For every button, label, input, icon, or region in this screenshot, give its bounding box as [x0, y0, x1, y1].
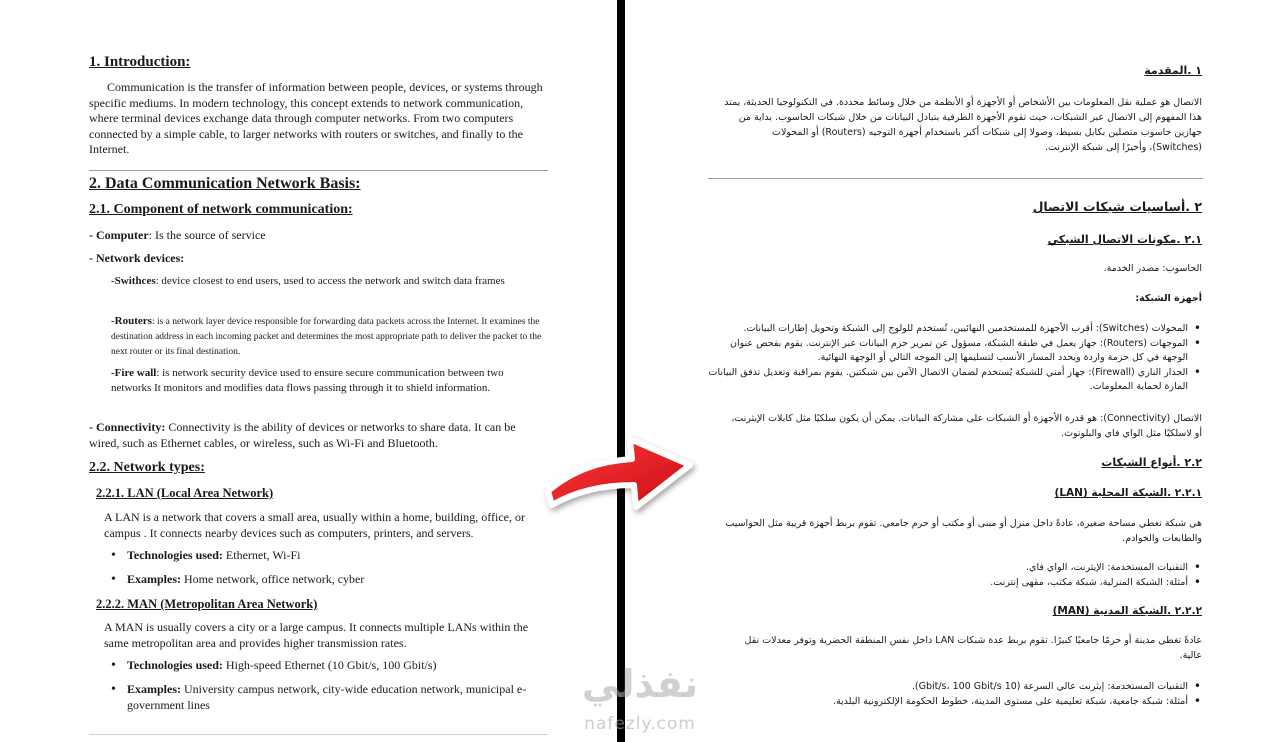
ar-man-paragraph: عادةً تغطي مدينة أو حرمًا جامعيًا كبيرًا. تقوم بربط عدة شبكات LAN داخل نفس المنطقة الحضرية وتوفر معدلات نقل عالية.: [744, 635, 1202, 661]
ar-basis-heading: ٢ .أساسيات شبكات الاتصال: [1032, 199, 1202, 214]
ar-routers-item: الموجهات (Routers): جهاز يعمل في طبقة الشبكة، مسؤول عن تمرير حزم البيانات عبر الإنترنت. يقوم بفحص عنوان الوجهة في كل حزمة واردة ويحدد المسار الأنسب لتسليمها إلى الموجه التالي أو الوجهة النهائية. •: [708, 337, 1188, 364]
switches-text: : device closest to end users, used to access the network and switch data frames: [155, 275, 505, 287]
routers-item: [111, 314, 547, 360]
ar-lan-examples-item: أمثلة: الشبكة المنزلية، شبكة مكتب، مقهى إنترنت. •: [990, 576, 1188, 590]
ar-man-examples-item: أمثلة: شبكة جامعية، شبكة تعليمية على مستوى المدينة، خطوط الحكومة الإلكترونية البلدية. •: [708, 695, 1188, 709]
intro-paragraph: Communication is the transfer of information between people, devices, or systems through specific mediums. In modern technology, this concept extends to network communication, where terminal devices exchange data through computer networks. From two computers connected by a simple cable, to larger networks with routers or switches, and finally to the Internet.: [89, 80, 543, 156]
connectivity-item: [89, 420, 539, 451]
ar-firewall-item: الجدار الناري (Firewall): جهاز أمني للشبكة يُستخدم لضمان الاتصال الآمن بين شبكتين. يقوم بمراقبة وتعديل تدفق البيانات المارة لحماية المعلومات. •: [708, 366, 1188, 393]
ar-man-heading: ٢.٢.٢ .الشبكة المدنية (MAN): [1052, 605, 1202, 617]
page-bottom-divider: [89, 734, 548, 735]
page-divider: [617, 0, 625, 742]
ar-network-types-heading: ٢.٢ .أنواع الشبكات: [1101, 456, 1202, 469]
red-arrow-icon: [540, 395, 700, 525]
basis-heading: 2. Data Communication Network Basis:: [89, 175, 361, 192]
lan-ex-text: Home network, office network, cyber: [181, 572, 365, 586]
ar-man-technologies-item: التقنيات المستخدمة: إيثرنت عالي السرعة (10 Gbit/s، 100 Gbit/s). •: [708, 680, 1188, 694]
firewall-term: -Fire wall: [111, 367, 157, 379]
components-heading: 2.1. Component of network communication:: [89, 202, 353, 217]
lan-ex-term: Examples:: [127, 572, 181, 586]
ar-components-heading: ٢.١ .مكونات الاتصال الشبكي: [1047, 233, 1202, 246]
man-examples-item: [127, 682, 547, 713]
man-ex-text: University campus network, city-wide education network, municipal e-government lines: [127, 682, 527, 712]
lan-examples-item: [127, 572, 364, 588]
ar-lan-technologies-item: التقنيات المستخدمة: الإيثرنت، الواي فاي. •: [1026, 561, 1188, 575]
ar-lan-heading: ٢.٢.١ .الشبكة المحلية (LAN): [1054, 487, 1202, 499]
network-types-heading: 2.2. Network types:: [89, 460, 205, 475]
watermark-arabic: نفذلي: [581, 662, 699, 706]
ar-devices-item: أجهزة الشبكة:: [1135, 293, 1202, 304]
routers-text: : is a network layer device responsible for forwarding data packets across the Internet. It examines the destination address in each incoming packet and determines the most appropriate path to deliver the packet to the next router or its final destination.: [111, 317, 542, 357]
computer-term: - Computer: [89, 228, 149, 242]
intro-heading: 1. Introduction:: [89, 54, 191, 70]
computer-item: [89, 228, 266, 244]
english-document-page: [0, 0, 617, 742]
routers-term: -Routers: [111, 315, 152, 327]
man-technologies-item: [127, 658, 437, 674]
ar-lan-paragraph: هي شبكة تغطي مساحة صغيرة، عادةً داخل منزل أو مبنى أو مكتب أو حرم جامعي. تقوم بربط أجهزة قريبة مثل الحواسيب والطابعات والخوادم.: [725, 518, 1202, 544]
man-heading: 2.2.2. MAN (Metropolitan Area Network): [96, 597, 318, 611]
connectivity-term: - Connectivity:: [89, 420, 166, 434]
watermark-url: nafezly.com: [584, 714, 696, 734]
lan-paragraph: A LAN is a network that covers a small area, usually within a home, building, office, or campus . It connects nearby devices such as computers, printers, and servers.: [104, 510, 526, 540]
switches-term: -Swithces: [111, 275, 156, 287]
man-paragraph: A MAN is usually covers a city or a large campus. It connects multiple LANs within the same metropolitan area and provides higher transmission rates.: [104, 620, 529, 650]
ar-connectivity-item: الاتصال (Connectivity): هو قدرة الأجهزة أو الشبكات على مشاركة البيانات. يمكن أن يكون سلكيًا مثل كابلات الإيثرنت، أو لاسلكيًا مثل الواي فاي والبلوتوث.: [731, 413, 1202, 439]
lan-tech-term: Technologies used:: [127, 548, 223, 562]
computer-text: : Is the source of service: [148, 228, 266, 242]
man-tech-term: Technologies used:: [127, 658, 223, 672]
ar-switches-item: المحولات (Switches): أقرب الأجهزة للمستخدمين النهائيين، تُستخدم للولوج إلى الشبكة وتحويل إطارات البيانات. •: [708, 322, 1188, 336]
lan-tech-text: Ethernet, Wi-Fi: [222, 548, 301, 562]
man-ex-term: Examples:: [127, 682, 181, 696]
ar-intro-heading: ١ .المقدمة: [1144, 64, 1202, 77]
ar-intro-paragraph: الاتصال هو عملية نقل المعلومات بين الأشخاص أو الأجهزة أو الأنظمة من خلال وسائط محددة. في التكنولوجيا الحديثة، يمتد هذا المفهوم إلى الاتصال عبر الشبكات، حيث تقوم الأجهزة الطرفية بتبادل البيانات من خلال شبكات الحاسوب. بداية من جهازين حاسوب متصلين بكابل بسيط، وصولا إلى شبكات أكبر باستخدام أجهزة التوجيه (Routers) أو المحولات (Switches)، وأخيرًا إلى شبكة الإنترنت.: [724, 97, 1202, 153]
section-divider: [89, 170, 548, 171]
devices-item: - Network devices:: [89, 251, 185, 265]
ar-computer-item: الحاسوب: مصدر الخدمة.: [1103, 263, 1202, 274]
arabic-document-page: [625, 0, 1280, 742]
connectivity-text: Connectivity is the ability of devices or networks to share data. It can be wired, such as Ethernet cables, or wireless, such as Wi-Fi and Bluetooth.: [89, 420, 516, 450]
lan-technologies-item: [127, 548, 301, 564]
man-tech-text: High-speed Ethernet (10 Gbit/s, 100 Gbit/s): [222, 658, 437, 672]
firewall-text: : is network security device used to ensure secure communication between two networks It monitors and modifies data flows passing through it to shield information.: [111, 367, 504, 394]
switches-item: [111, 274, 531, 289]
ar-section-divider: [708, 178, 1203, 179]
firewall-item: [111, 366, 539, 396]
lan-heading: 2.2.1. LAN (Local Area Network): [96, 486, 274, 500]
watermark: [560, 662, 720, 742]
